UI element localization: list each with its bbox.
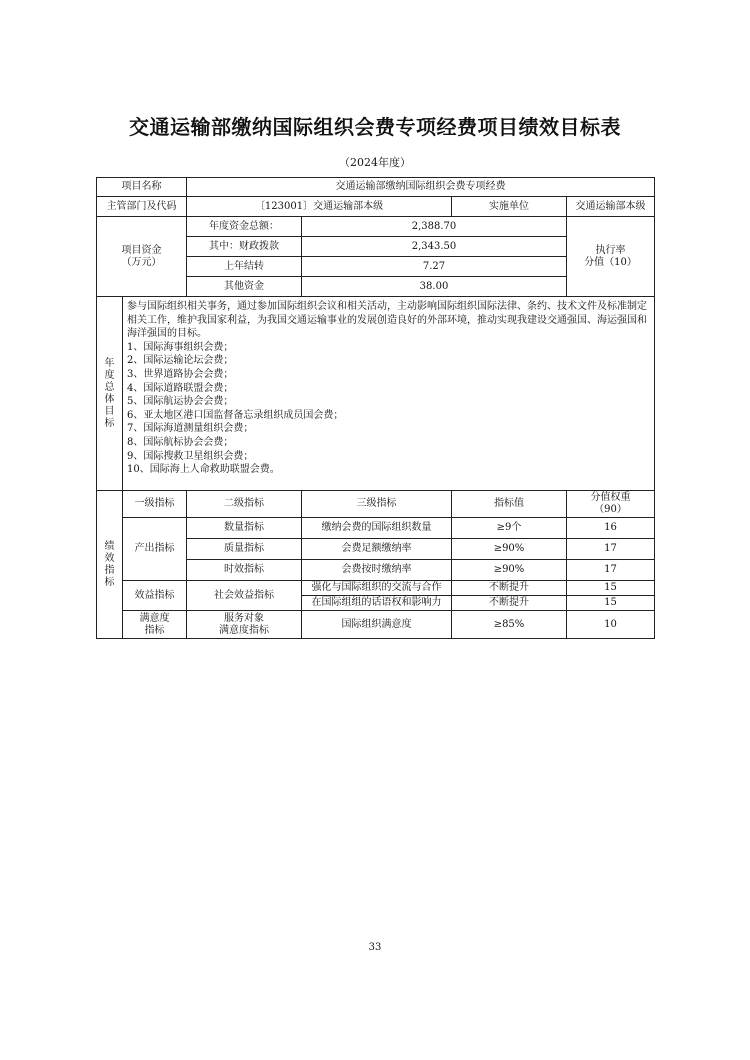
department-row	[97, 197, 655, 217]
performance-target-table	[96, 177, 655, 639]
indicator-row	[97, 581, 655, 596]
funds-other-label: 其他资金	[187, 277, 302, 297]
indicator-weight: 10	[567, 611, 655, 639]
goal-label-char: 标	[104, 417, 115, 429]
indicator-weight: 15	[567, 596, 655, 611]
indicator-value: ≥90%	[452, 539, 567, 560]
indicator-level2: 数量指标	[187, 518, 302, 539]
document-subtitle: （2024年度）	[339, 156, 411, 169]
goal-label-char: 度	[104, 369, 115, 381]
goal-item: 2、国际运输论坛会费；	[127, 355, 234, 367]
performance-indicator-label	[97, 491, 123, 639]
weight-header-total: （90）	[594, 504, 627, 515]
weight-header-text: 分值权重	[590, 492, 631, 503]
indicator-row	[97, 518, 655, 539]
goal-item: 1、国际海事组织会费；	[127, 341, 234, 353]
level2-line: 服务对象	[224, 612, 264, 624]
funds-carryover-label: 上年结转	[187, 257, 302, 277]
indicator-label-char: 指	[104, 564, 115, 576]
annual-goal-row	[97, 297, 655, 491]
indicator-weight: 15	[567, 581, 655, 596]
goal-item: 10、国际海上人命救助联盟会费。	[127, 464, 280, 476]
goal-item: 8、国际航标协会会费；	[127, 436, 234, 448]
indicator-level3: 在国际组组的话语权和影响力	[302, 596, 452, 611]
annual-goal-content	[123, 297, 655, 491]
goal-item: 3、世界道路协会会费；	[127, 368, 234, 380]
execution-rate-cell	[567, 217, 655, 297]
department-label: 主管部门及代码	[97, 197, 187, 217]
funds-label-text: 项目资金	[121, 244, 162, 256]
indicator-value: 不断提升	[452, 581, 567, 596]
indicator-level2: 质量指标	[187, 539, 302, 560]
implementing-unit-label: 实施单位	[452, 197, 567, 217]
goal-label-char: 目	[104, 405, 115, 417]
indicator-weight: 16	[567, 518, 655, 539]
funds-total-value: 2,388.70	[302, 217, 567, 237]
goal-item: 5、国际航运协会会费；	[127, 396, 234, 408]
weight-header	[567, 491, 655, 518]
goal-item: 6、亚太地区港口国监督备忘录组织成员国会费；	[127, 409, 344, 421]
funds-label	[97, 217, 187, 297]
project-name-row	[97, 178, 655, 197]
satisfaction-label-line: 指标	[144, 624, 165, 636]
execution-rate-score: 分值（10）	[584, 256, 637, 268]
project-name-label: 项目名称	[97, 178, 187, 197]
indicator-level3: 会费按时缴纳率	[302, 560, 452, 581]
funds-total-label: 年度资金总额：	[187, 217, 302, 237]
indicator-level2	[187, 611, 302, 639]
annual-goal-label	[97, 297, 123, 491]
project-name-value: 交通运输部缴纳国际组织会费专项经费	[187, 178, 655, 197]
goal-description: 参与国际组织相关事务，通过参加国际组织会议和相关活动，主动影响国际组织国际法律、条约、技术文件及标准制定相关工作，维护我国家利益，为我国交通运输事业的发展创造良好的外部环境，推动实现我建设交通强国、海运强国和海洋强国的目标。	[127, 301, 647, 340]
indicator-label-char: 绩	[104, 540, 115, 552]
indicator-weight: 17	[567, 560, 655, 581]
goal-item: 7、国际海道测量组织会费；	[127, 423, 254, 435]
funds-unit-text: （万元）	[121, 256, 162, 268]
goal-label-char: 体	[104, 393, 115, 405]
indicator-weight: 17	[567, 539, 655, 560]
indicator-level3: 缴纳会费的国际组织数量	[302, 518, 452, 539]
value-header: 指标值	[452, 491, 567, 518]
indicator-label-char: 效	[104, 552, 115, 564]
indicator-value: ≥85%	[452, 611, 567, 639]
indicator-label-char: 标	[104, 576, 115, 588]
page-number: 33	[368, 942, 382, 953]
implementing-unit-value: 交通运输部本级	[567, 197, 655, 217]
indicator-level2: 时效指标	[187, 560, 302, 581]
indicator-value: ≥9个	[452, 518, 567, 539]
execution-rate-label: 执行率	[595, 244, 626, 256]
level1-header: 一级指标	[123, 491, 187, 518]
funds-fiscal-value: 2,343.50	[302, 237, 567, 257]
funds-carryover-value: 7.27	[302, 257, 567, 277]
indicator-value: ≥90%	[452, 560, 567, 581]
satisfaction-label-line: 满意度	[139, 612, 170, 624]
indicator-level3: 国际组织满意度	[302, 611, 452, 639]
indicator-level2: 社会效益指标	[187, 581, 302, 611]
funds-row	[97, 217, 655, 237]
level3-header: 三级指标	[302, 491, 452, 518]
level2-line: 满意度指标	[219, 624, 269, 636]
funds-fiscal-label: 其中：财政拨款	[187, 237, 302, 257]
indicator-header-row	[97, 491, 655, 518]
document-title: 交通运输部缴纳国际组织会费专项经费项目绩效目标表	[129, 115, 621, 139]
indicator-row	[97, 611, 655, 639]
indicator-level3: 会费足额缴纳率	[302, 539, 452, 560]
indicator-level3: 强化与国际组织的交流与合作	[302, 581, 452, 596]
satisfaction-indicator-label	[123, 611, 187, 639]
goal-label-char: 年	[104, 357, 115, 369]
goal-item: 4、国际道路联盟会费；	[127, 382, 234, 394]
funds-other-value: 38.00	[302, 277, 567, 297]
goal-item: 9、国际搜救卫星组织会费；	[127, 450, 254, 462]
benefit-indicator-label: 效益指标	[123, 581, 187, 611]
department-value: 〔123001〕交通运输部本级	[187, 197, 452, 217]
goal-label-char: 总	[104, 381, 115, 393]
output-indicator-label: 产出指标	[123, 518, 187, 581]
level2-header: 二级指标	[187, 491, 302, 518]
indicator-value: 不断提升	[452, 596, 567, 611]
